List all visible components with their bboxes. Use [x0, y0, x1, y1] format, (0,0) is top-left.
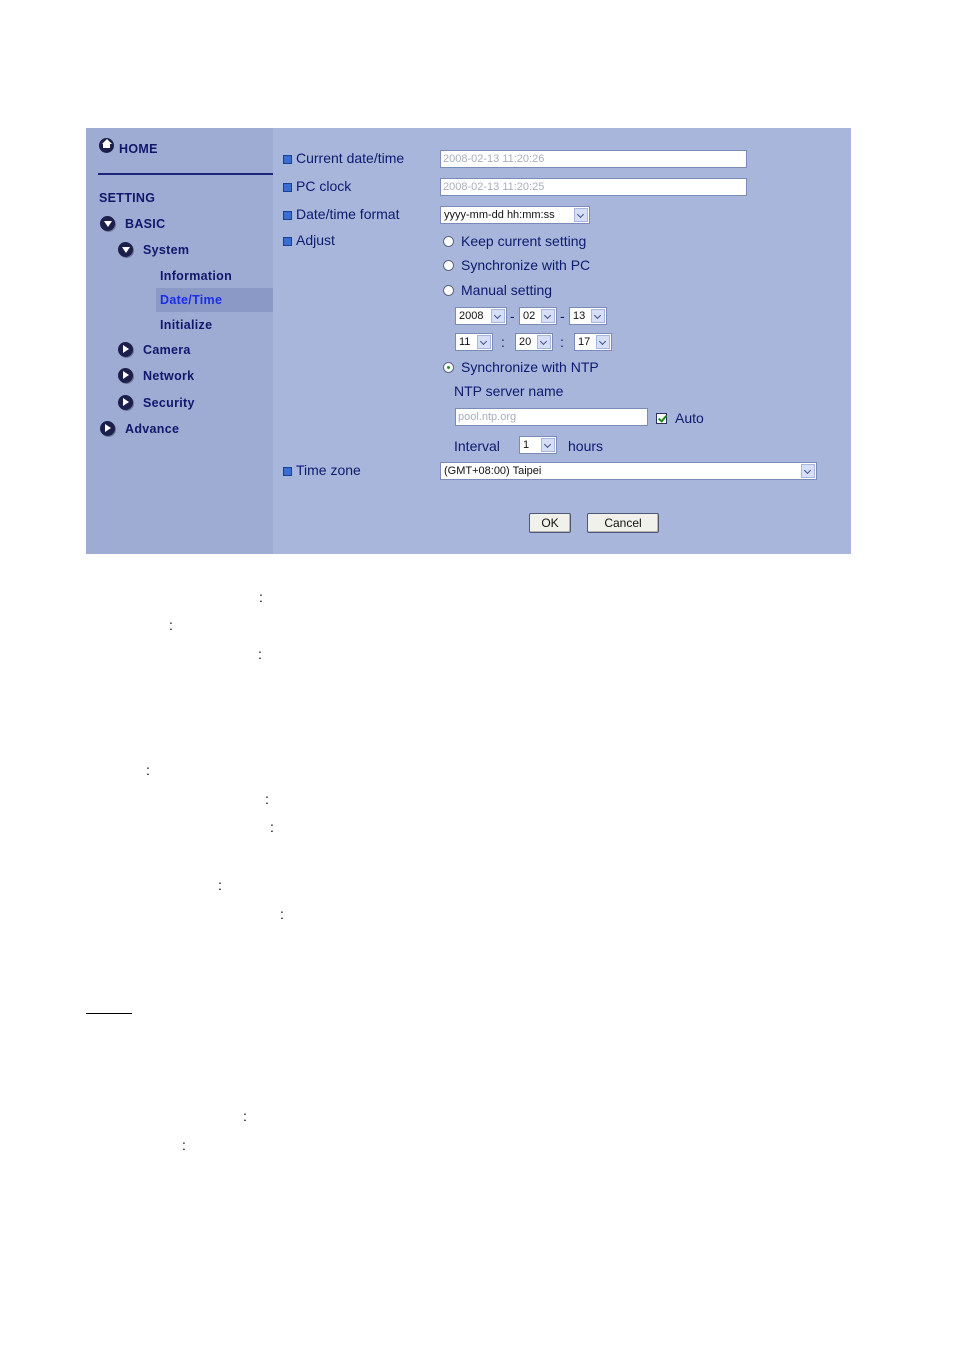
- year-select[interactable]: [455, 307, 507, 325]
- bullet-icon: [283, 211, 292, 220]
- sync-pc-label: Synchronize with PC: [461, 257, 591, 273]
- chevron-right-icon[interactable]: [118, 342, 133, 357]
- doc-colon: :: [243, 1108, 247, 1124]
- chevron-down-icon[interactable]: [491, 309, 505, 323]
- auto-checkbox[interactable]: [656, 413, 667, 424]
- sync-ntp-radio[interactable]: [443, 362, 454, 373]
- nav-initialize[interactable]: Initialize: [160, 318, 213, 332]
- nav-information[interactable]: Information: [160, 269, 233, 283]
- interval-label: Interval: [454, 438, 500, 454]
- date-separator: -: [560, 308, 565, 324]
- nav-datetime[interactable]: Date/Time: [160, 293, 223, 307]
- doc-colon: :: [270, 819, 274, 835]
- auto-label: Auto: [675, 410, 704, 426]
- time-separator: :: [501, 334, 505, 350]
- second-value: 17: [578, 336, 591, 348]
- chevron-down-icon[interactable]: [574, 208, 588, 222]
- datetime-form: [273, 128, 851, 554]
- date-separator: -: [510, 308, 515, 324]
- bullet-icon: [283, 237, 292, 246]
- minute-select[interactable]: [515, 333, 553, 351]
- bullet-icon: [283, 183, 292, 192]
- nav-security[interactable]: Security: [143, 396, 195, 410]
- hour-value: 11: [459, 336, 471, 348]
- chevron-down-icon[interactable]: [477, 335, 491, 349]
- nav-basic[interactable]: BASIC: [125, 217, 166, 231]
- chevron-down-icon[interactable]: [591, 309, 605, 323]
- chevron-right-icon[interactable]: [118, 395, 133, 410]
- chevron-right-icon[interactable]: [100, 421, 115, 436]
- chevron-down-icon[interactable]: [541, 438, 555, 452]
- hours-label: hours: [568, 438, 604, 454]
- doc-colon: :: [169, 617, 173, 633]
- doc-colon: :: [146, 762, 150, 778]
- datetime-format-label: Date/time format: [296, 206, 400, 222]
- chevron-down-icon[interactable]: [541, 309, 555, 323]
- timezone-select[interactable]: [440, 462, 817, 480]
- nav-camera[interactable]: Camera: [143, 343, 191, 357]
- adjust-label: Adjust: [296, 232, 335, 248]
- keep-current-radio[interactable]: [443, 236, 454, 247]
- bullet-icon: [283, 467, 292, 476]
- chevron-down-icon[interactable]: [118, 242, 133, 257]
- datetime-format-select[interactable]: [440, 206, 590, 224]
- nav-setting: SETTING: [99, 191, 156, 205]
- chevron-down-icon[interactable]: [801, 464, 815, 478]
- doc-colon: :: [259, 589, 263, 605]
- interval-value: 1: [523, 439, 530, 451]
- interval-select[interactable]: [519, 436, 557, 454]
- current-datetime-field: 2008-02-13 11:20:26: [440, 150, 747, 168]
- sidebar: [86, 128, 273, 554]
- note-underline: [86, 1013, 132, 1014]
- day-select[interactable]: [569, 307, 607, 325]
- ntp-server-label: NTP server name: [454, 383, 564, 399]
- manual-label: Manual setting: [461, 282, 553, 298]
- ntp-server-input[interactable]: pool.ntp.org: [455, 408, 648, 426]
- sync-pc-radio[interactable]: [443, 260, 454, 271]
- minute-value: 20: [519, 336, 532, 348]
- chevron-right-icon[interactable]: [118, 368, 133, 383]
- timezone-label: Time zone: [296, 462, 361, 478]
- year-value: 2008: [459, 310, 484, 322]
- ok-button[interactable]: OK: [529, 513, 571, 533]
- chevron-down-icon[interactable]: [537, 335, 551, 349]
- nav-network[interactable]: Network: [143, 369, 195, 383]
- doc-colon: :: [218, 877, 222, 893]
- sidebar-divider: [98, 173, 273, 175]
- nav-home[interactable]: HOME: [119, 142, 158, 156]
- settings-panel: [86, 128, 851, 554]
- keep-current-label: Keep current setting: [461, 233, 587, 249]
- sync-ntp-label: Synchronize with NTP: [461, 359, 599, 375]
- day-value: 13: [573, 310, 586, 322]
- doc-colon: :: [182, 1137, 186, 1153]
- nav-advance[interactable]: Advance: [125, 422, 180, 436]
- chevron-down-icon[interactable]: [596, 335, 610, 349]
- doc-colon: :: [265, 791, 269, 807]
- month-select[interactable]: [519, 307, 557, 325]
- month-value: 02: [523, 310, 536, 322]
- doc-colon: :: [258, 646, 262, 662]
- manual-radio[interactable]: [443, 285, 454, 296]
- datetime-format-value: yyyy-mm-dd hh:mm:ss: [444, 209, 555, 221]
- hour-select[interactable]: [455, 333, 493, 351]
- cancel-button[interactable]: Cancel: [587, 513, 659, 533]
- pc-clock-label: PC clock: [296, 178, 352, 194]
- second-select[interactable]: [574, 333, 612, 351]
- bullet-icon: [283, 155, 292, 164]
- home-icon[interactable]: [99, 138, 114, 153]
- time-separator: :: [560, 334, 564, 350]
- nav-system[interactable]: System: [143, 243, 190, 257]
- chevron-down-icon[interactable]: [100, 216, 115, 231]
- pc-clock-field: 2008-02-13 11:20:25: [440, 178, 747, 196]
- current-datetime-label: Current date/time: [296, 150, 405, 166]
- timezone-value: (GMT+08:00) Taipei: [444, 465, 542, 477]
- doc-colon: :: [280, 906, 284, 922]
